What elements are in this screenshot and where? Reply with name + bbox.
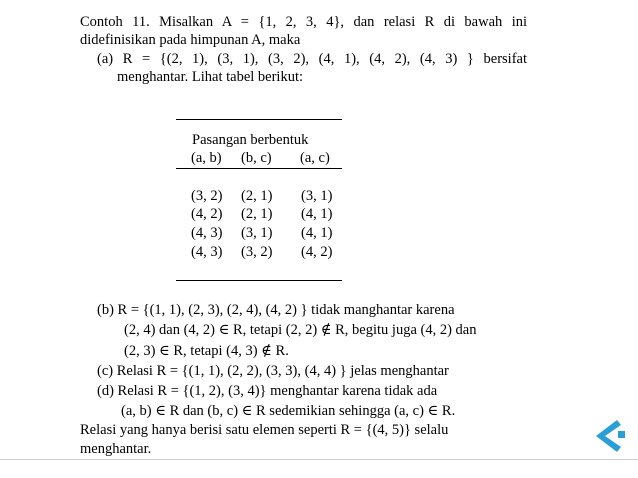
table-cell: (4, 1) bbox=[301, 206, 333, 222]
table-cell: (3, 2) bbox=[191, 188, 223, 204]
conclusion-line-2: menghantar. bbox=[80, 441, 152, 457]
table-cell: (4, 3) bbox=[191, 225, 223, 241]
footer-divider bbox=[0, 459, 638, 460]
table-cell: (4, 2) bbox=[191, 206, 223, 222]
item-b-line-1: (b) R = {(1, 1), (2, 3), (2, 4), (4, 2) } tidak manghantar karena bbox=[97, 302, 455, 318]
table-header-ac: (a, c) bbox=[300, 150, 330, 166]
item-c-line: (c) Relasi R = {(1, 1), (2, 2), (3, 3), (4, 4) } jelas menghantar bbox=[97, 363, 449, 379]
brand-logo-icon bbox=[590, 414, 628, 458]
intro-line-2: didefinisikan pada himpunan A, maka bbox=[80, 32, 301, 48]
item-b-line-3: (2, 3) ∈ R, tetapi (4, 3) ∉ R. bbox=[124, 343, 289, 359]
table-cell: (3, 1) bbox=[301, 188, 333, 204]
item-d-line-2: (a, b) ∈ R dan (b, c) ∈ R sedemikian sehingga (a, c) ∈ R. bbox=[121, 403, 456, 419]
table-cell: (3, 1) bbox=[241, 225, 273, 241]
table-cell: (3, 2) bbox=[241, 244, 273, 260]
table-cell: (4, 2) bbox=[301, 244, 333, 260]
table-bottom-rule bbox=[176, 280, 342, 281]
item-a-line-2: menghantar. Lihat tabel berikut: bbox=[117, 69, 304, 85]
table-header-rule bbox=[176, 168, 342, 169]
table-top-rule bbox=[176, 119, 342, 120]
table-header-ab: (a, b) bbox=[191, 150, 222, 166]
table-cell: (2, 1) bbox=[241, 188, 273, 204]
item-d-line-1: (d) Relasi R = {(1, 2), (3, 4)} menghantar karena tidak ada bbox=[97, 383, 438, 399]
table-cell: (4, 3) bbox=[191, 244, 223, 260]
table-header-bc: (b, c) bbox=[241, 150, 272, 166]
table-caption: Pasangan berbentuk bbox=[192, 132, 309, 148]
intro-line-1: Contoh 11. Misalkan A = {1, 2, 3, 4}, dan relasi R di bawah ini bbox=[80, 14, 527, 30]
item-a-line-1: (a) R = {(2, 1), (3, 1), (3, 2), (4, 1), (4, 2), (4, 3) } bersifat bbox=[97, 51, 527, 67]
item-b-line-2: (2, 4) dan (4, 2) ∈ R, tetapi (2, 2) ∉ R, begitu juga (4, 2) dan bbox=[124, 322, 477, 338]
table-cell: (4, 1) bbox=[301, 225, 333, 241]
conclusion-line-1: Relasi yang hanya berisi satu elemen seperti R = {(4, 5)} selalu bbox=[80, 422, 449, 438]
table-cell: (2, 1) bbox=[241, 206, 273, 222]
